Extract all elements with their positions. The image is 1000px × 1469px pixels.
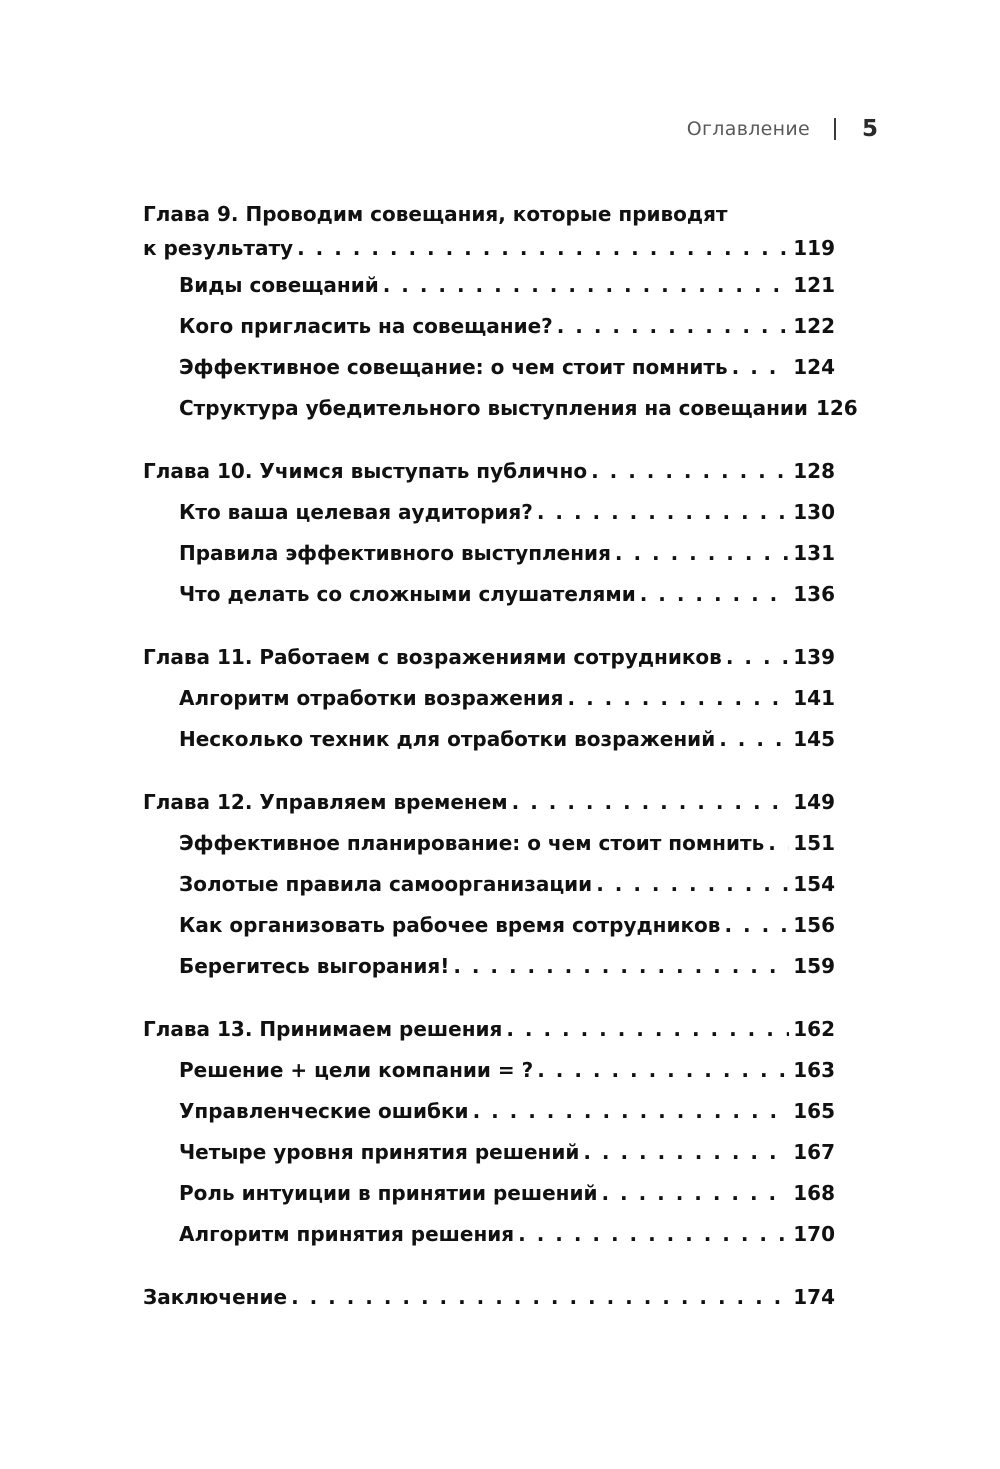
toc-chapter-page: 139: [793, 645, 835, 669]
toc-section-page: 170: [793, 1222, 835, 1246]
toc-chapter-title-line[interactable]: [143, 1009, 835, 1050]
toc-section-title: Несколько техник для отработки возражений: [179, 727, 716, 751]
toc-section[interactable]: [143, 347, 835, 388]
toc-section-page: 136: [793, 582, 835, 606]
toc-section-title: Как организовать рабочее время сотрудников: [179, 913, 721, 937]
toc-section-page: 121: [793, 273, 835, 297]
running-header-title: Оглавление: [686, 118, 810, 140]
toc-section[interactable]: [143, 574, 835, 615]
dot-leader: [506, 1009, 789, 1050]
toc-chapter-title: Заключение: [143, 1285, 288, 1309]
toc-section-page: 163: [793, 1058, 835, 1082]
dot-leader: [473, 1091, 790, 1132]
toc-section[interactable]: [143, 719, 835, 760]
toc-section-title: Кого пригласить на совещание?: [179, 314, 553, 338]
dot-leader: [583, 1132, 789, 1173]
toc-section-page: 122: [793, 314, 835, 338]
toc-section[interactable]: [143, 678, 835, 719]
toc-section[interactable]: [143, 946, 835, 987]
toc-chapter-title: Глава 11. Работаем с возражениями сотрудников: [143, 645, 722, 669]
toc-section-title: Четыре уровня принятия решений: [179, 1140, 580, 1164]
toc-section-title: Золотые правила самоорганизации: [179, 872, 593, 896]
toc-section[interactable]: [143, 1173, 835, 1214]
dot-leader: [602, 1173, 790, 1214]
toc-section[interactable]: [143, 388, 858, 429]
toc-chapter-title-line[interactable]: [143, 1277, 835, 1318]
toc-chapter-title-line[interactable]: [143, 637, 835, 678]
toc-section-title: Что делать со сложными слушателями: [179, 582, 636, 606]
toc-section-title: Виды совещаний: [179, 273, 379, 297]
toc-section[interactable]: [143, 1050, 835, 1091]
header-divider: [834, 118, 836, 140]
toc-chapter-10: [143, 451, 835, 615]
toc-section-title: Эффективное планирование: о чем стоит помнить: [179, 831, 765, 855]
toc-chapter-13: [143, 1009, 835, 1255]
toc-chapter-page: 128: [793, 459, 835, 483]
toc-section-title: Управленческие ошибки: [179, 1099, 469, 1123]
toc-section-page: 130: [793, 500, 835, 524]
table-of-contents: [143, 197, 858, 1340]
dot-leader: [719, 719, 789, 760]
toc-section-title: Правила эффективного выступления: [179, 541, 611, 565]
toc-section-page: 145: [793, 727, 835, 751]
running-header: [687, 116, 878, 142]
toc-section[interactable]: [143, 905, 835, 946]
toc-section[interactable]: [143, 265, 835, 306]
dot-leader: [568, 678, 790, 719]
toc-conclusion: [143, 1277, 835, 1318]
toc-section-title: Алгоритм отработки возражения: [179, 686, 564, 710]
dot-leader: [591, 451, 789, 492]
dot-leader: [518, 1214, 789, 1255]
toc-section[interactable]: [143, 533, 835, 574]
toc-section-title: Берегитесь выгорания!: [179, 954, 450, 978]
toc-section-page: 124: [793, 355, 835, 379]
dot-leader: [726, 637, 789, 678]
toc-chapter-page: 119: [793, 236, 835, 260]
toc-section-page: 126: [815, 396, 858, 420]
toc-chapter-title: Глава 9. Проводим совещания, которые приводят: [143, 202, 728, 226]
toc-chapter-12: [143, 782, 835, 987]
toc-section[interactable]: [143, 823, 835, 864]
toc-section-page: 154: [793, 872, 835, 896]
toc-section-title: Роль интуиции в принятии решений: [179, 1181, 598, 1205]
dot-leader: [537, 492, 789, 533]
dot-leader: [724, 905, 789, 946]
toc-chapter-title-line[interactable]: [143, 451, 835, 492]
toc-section[interactable]: [143, 864, 835, 905]
dot-leader: [640, 574, 790, 615]
toc-section-page: 165: [793, 1099, 835, 1123]
toc-section-title: Эффективное совещание: о чем стоит помнить: [179, 355, 728, 379]
dot-leader: [453, 946, 789, 987]
toc-section-title: Алгоритм принятия решения: [179, 1222, 515, 1246]
toc-chapter-page: 162: [793, 1017, 835, 1041]
toc-chapter-page: 149: [793, 790, 835, 814]
toc-section-title: Кто ваша целевая аудитория?: [179, 500, 533, 524]
toc-chapter-page: 174: [793, 1285, 835, 1309]
dot-leader: [537, 1050, 789, 1091]
toc-section-title: Структура убедительного выступления на совещании: [179, 396, 808, 420]
toc-section-title: Решение + цели компании = ?: [179, 1058, 534, 1082]
dot-leader: [297, 231, 789, 265]
toc-section-page: 168: [793, 1181, 835, 1205]
dot-leader: [596, 864, 789, 905]
toc-section-page: 131: [793, 541, 835, 565]
page-number: 5: [861, 116, 878, 142]
toc-chapter-title-line[interactable]: [143, 231, 835, 265]
toc-section-page: 156: [793, 913, 835, 937]
dot-leader: [557, 306, 790, 347]
dot-leader: [383, 265, 790, 306]
dot-leader: [615, 533, 789, 574]
toc-section[interactable]: [143, 1214, 835, 1255]
toc-section-page: 159: [793, 954, 835, 978]
toc-chapter-title-line[interactable]: [143, 197, 835, 231]
toc-section[interactable]: [143, 1132, 835, 1173]
toc-chapter-title-line[interactable]: [143, 782, 835, 823]
toc-section-page: 167: [793, 1140, 835, 1164]
toc-section[interactable]: [143, 492, 835, 533]
toc-chapter-title-continued: к результату: [143, 236, 294, 260]
toc-chapter-title: Глава 12. Управляем временем: [143, 790, 508, 814]
toc-chapter-title: Глава 10. Учимся выступать публично: [143, 459, 588, 483]
toc-chapter-11: [143, 637, 835, 760]
dot-leader: [291, 1277, 789, 1318]
toc-section-page: 151: [793, 831, 835, 855]
toc-chapter-9: [143, 197, 858, 429]
toc-section[interactable]: [143, 306, 835, 347]
dot-leader: [512, 782, 790, 823]
toc-section-page: 141: [793, 686, 835, 710]
dot-leader: [732, 347, 790, 388]
dot-leader: [768, 823, 789, 864]
toc-section[interactable]: [143, 1091, 835, 1132]
toc-chapter-title: Глава 13. Принимаем решения: [143, 1017, 503, 1041]
